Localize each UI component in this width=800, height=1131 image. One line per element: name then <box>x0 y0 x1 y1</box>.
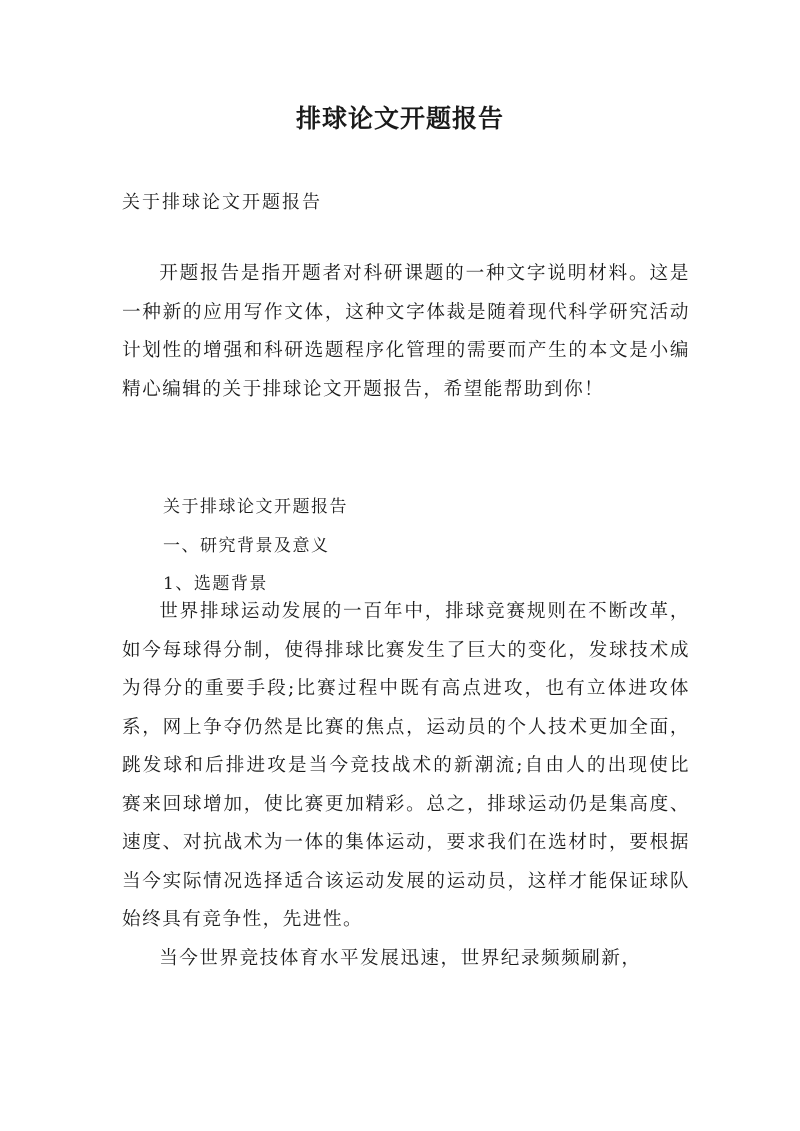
part-heading: 一、研究背景及意义 <box>163 535 330 556</box>
body-paragraph: 当今世界竞技体育水平发展迅速，世界纪录频频刷新， <box>159 947 642 969</box>
document-title: 排球论文开题报告 <box>295 104 504 133</box>
section-heading: 关于排球论文开题报告 <box>163 497 348 517</box>
document-subtitle: 关于排球论文开题报告 <box>122 192 322 213</box>
outline-headings <box>163 488 348 604</box>
body-block <box>122 593 690 978</box>
intro-block <box>122 255 690 409</box>
sub-heading: 1、选题背景 <box>163 574 268 594</box>
intro-paragraph: 开题报告是指开题者对科研课题的一种文字说明材料。这是一种新的应用写作文体，这种文字体裁是随着现代科学研究活动计划性的增强和科研选题程序化管理的需要而产生的本文是小编精心编辑的关于排球论文开题报告，希望能帮助到你！ <box>122 263 690 400</box>
body-paragraph: 世界排球运动发展的一百年中，排球竞赛规则在不断改革，如今每球得分制，使得排球比赛发生了巨大的变化，发球技术成为得分的重要手段;比赛过程中既有高点进攻，也有立体进攻体系，网上争夺仍然是比赛的焦点，运动员的个人技术更加全面，跳发球和后排进攻是当今竞技战术的新潮流;自由人的出现使比赛来回球增加，使比赛更加精彩。总之，排球运动仍是集高度、速度、对抗战术为一体的集体运动，要求我们在选材时，要根据当今实际情况选择适合该运动发展的运动员，这样才能保证球队始终具有竞争性，先进性。 <box>122 601 690 930</box>
